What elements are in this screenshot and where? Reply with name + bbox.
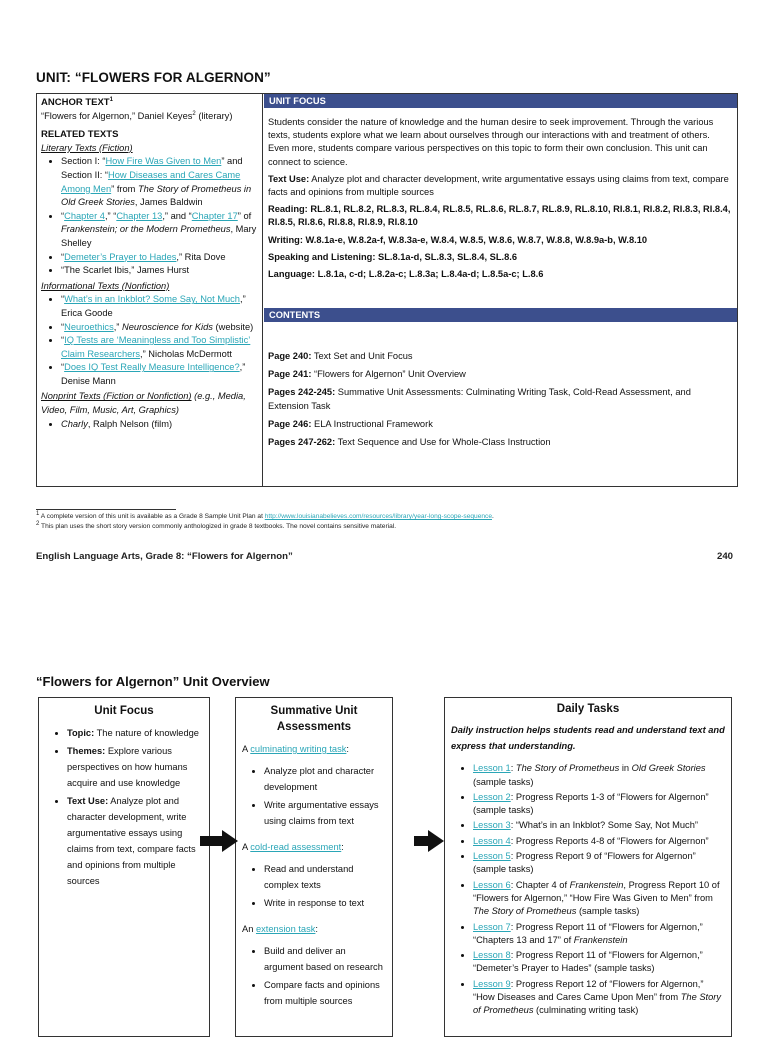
contents-item: Pages 247-262: Text Sequence and Use for Whole-Class Instruction [268, 437, 551, 448]
lesson-item: • Lesson 2: Progress Reports 1-3 of “Flowers for Algernon” (sample tasks) [473, 791, 725, 818]
culminating-task-list [242, 763, 386, 829]
link-lesson-8[interactable]: Lesson 8 [473, 950, 511, 961]
unit-focus-column [264, 94, 737, 486]
unit-focus-text: Students consider the nature of knowledge and the human desire to seek improvement. Through the various texts, students explore what we learn about ourselves through our interactions with and treatment of others. Even more, students compare various perspectives on this topic to form their own conclusion. This unit can connect to science. [268, 117, 714, 167]
footnotes [36, 512, 494, 532]
list-item: • Text Use: Analyze plot and character development, write argumentative essays using claims from text, compare facts and opinions from multiple sources [67, 793, 203, 889]
lesson-item: • Lesson 8: Progress Report 11 of “Flowers for Algernon,” “Demeter’s Prayer to Hades” (sample tasks) [473, 949, 725, 976]
link-lesson-3[interactable]: Lesson 3 [473, 820, 511, 831]
related-texts-heading: RELATED TEXTS [41, 129, 119, 141]
unit-title: UNIT: “FLOWERS FOR ALGERNON” [36, 70, 271, 85]
list-item: • Read and understand complex texts [264, 861, 386, 893]
extension-task-label: An extension task: [242, 924, 318, 934]
link-lesson-9[interactable]: Lesson 9 [473, 978, 511, 989]
lessons-list [451, 762, 725, 1017]
lesson-item: • Lesson 3: “What’s in an Inkblot? Some Say, Not Much” [473, 819, 725, 832]
unit-focus-list [45, 725, 203, 889]
text-set-column [37, 94, 263, 486]
lesson-item: • Lesson 5: Progress Report 9 of “Flowers for Algernon” (sample tasks) [473, 850, 725, 877]
list-item: • Compare facts and opinions from multiple sources [264, 977, 386, 1009]
link-demeters-prayer[interactable]: Demeter’s Prayer to Hades [64, 251, 177, 262]
footnote-1: $^1$ A complete version of this unit is available as a Grade 8 Sample Unit Plan at http://www.louisianabelieves.com/resources/library/year-long-scope-sequence. [36, 510, 494, 520]
list-item: • Section I: “How Fire Was Given to Men” and Section II: “How Diseases and Cares Came Among Men” from The Story of Prometheus in Old Greek Stories, James Baldwin [61, 155, 258, 209]
writing-standards: Writing: W.8.1a-e, W.8.2a-f, W.8.3a-e, W.8.4, W.8.5, W.8.6, W.8.7, W.8.8, W.8.9a-b, W.8.10 [268, 234, 648, 245]
lesson-item: • Lesson 6: Chapter 4 of Frankenstein, Progress Report 10 of “Flowers for Algernon,” “How Fire Was Given to Men” from The Story of Prometheus (sample tasks) [473, 879, 725, 919]
lesson-item: • Lesson 9: Progress Report 12 of “Flowers for Algernon,” “How Diseases and Cares Came Upon Men” from The Story of Prometheus (culminating writing task) [473, 978, 725, 1018]
summative-box-title: Summative Unit Assessments [270, 705, 358, 733]
text-use-line: Text Use: Analyze plot and character development, write argumentative essays using claims from text, compare facts and opinions from multiple sources [268, 173, 729, 198]
language-standards: Language: L.8.1a, c-d; L.8.2a-c; L.8.3a; L.8.4a-d; L.8.5a-c; L.8.6 [268, 269, 544, 280]
list-item: • Topic: The nature of knowledge [67, 725, 203, 741]
link-how-fire[interactable]: How Fire Was Given to Men [105, 156, 222, 167]
unit-focus-box-title: Unit Focus [94, 705, 154, 717]
anchor-text-value: “Flowers for Algernon,” Daniel Keyes$^2$ (literary) [41, 110, 233, 121]
literary-texts-list [41, 155, 258, 277]
daily-tasks-box [444, 697, 732, 1037]
link-iq-tests[interactable]: IQ Tests are ‘Meaningless and Too Simplistic’ Claim Researchers [61, 335, 251, 359]
link-lesson-4[interactable]: Lesson 4 [473, 835, 511, 846]
extension-task-list [242, 943, 386, 1009]
list-item: • “Chapter 4,” “Chapter 13,” and “Chapter 17” of Frankenstein; or the Modern Prometheus, Mary Shelley [61, 210, 258, 251]
list-item: • “What’s in an Inkblot? Some Say, Not Much,” Erica Goode [61, 293, 258, 320]
link-lesson-7[interactable]: Lesson 7 [473, 921, 511, 932]
link-lesson-5[interactable]: Lesson 5 [473, 851, 511, 862]
nonprint-texts-label: Nonprint Texts (Fiction or Nonfiction) (e.g., Media, Video, Film, Music, Art, Graphics) [41, 391, 246, 416]
link-extension-task[interactable]: extension task [255, 924, 316, 934]
nonprint-texts-list [41, 418, 258, 432]
contents-header: CONTENTS [264, 308, 737, 322]
link-how-diseases[interactable]: How Diseases and Cares Came Among Men [61, 169, 241, 194]
link-does-iq-test[interactable]: Does IQ Test Really Measure Intelligence? [64, 362, 240, 373]
page-number: 240 [717, 551, 734, 562]
list-item: • Write in response to text [264, 895, 386, 911]
cold-read-list [242, 861, 386, 911]
anchor-text-heading: ANCHOR TEXT$^1$ [41, 96, 113, 108]
overview-title: “Flowers for Algernon” Unit Overview [36, 674, 270, 689]
contents-item: Page 240: Text Set and Unit Focus [268, 351, 413, 361]
contents-item: Pages 242-245: Summative Unit Assessments: Culminating Writing Task, Cold-Read Assessment, and Extension Task [268, 387, 691, 411]
list-item: • Analyze plot and character development [264, 763, 386, 795]
list-item: • “Neuroethics,” Neuroscience for Kids (website) [61, 321, 258, 335]
list-item: • Build and deliver an argument based on research [264, 943, 386, 975]
list-item: • “Does IQ Test Really Measure Intelligence?,” Denise Mann [61, 361, 258, 388]
cold-read-label: A cold-read assessment: [242, 842, 344, 852]
link-lesson-6[interactable]: Lesson 6 [473, 879, 511, 890]
list-item: • Write argumentative essays using claims from text [264, 797, 386, 829]
informational-texts-label: Informational Texts (Nonfiction) [41, 280, 170, 291]
link-chapter-4[interactable]: Chapter 4 [64, 210, 105, 221]
literary-texts-label: Literary Texts (Fiction) [41, 142, 133, 153]
unit-table [36, 93, 738, 487]
list-item: • Themes: Explore various perspectives on how humans acquire and use knowledge [67, 743, 203, 791]
contents-item: Page 241: “Flowers for Algernon” Unit Overview [268, 369, 466, 380]
daily-tasks-title: Daily Tasks [556, 703, 620, 715]
link-lesson-1[interactable]: Lesson 1 [473, 763, 511, 774]
lesson-item: • Lesson 4: Progress Reports 4-8 of “Flowers for Algernon” [473, 835, 725, 848]
unit-focus-box [38, 697, 210, 1037]
daily-tasks-intro: Daily instruction helps students read and understand text and express that understanding. [451, 725, 725, 752]
link-louisiana-believes[interactable]: http://www.louisianabelieves.com/resources/library/year-long-scope-sequence [264, 513, 492, 520]
link-chapter-17[interactable]: Chapter 17 [191, 210, 238, 221]
lesson-item: • Lesson 7: Progress Report 11 of “Flowers for Algernon,” “Chapters 13 and 17” of Frankenstein [473, 921, 725, 948]
list-item: • “The Scarlet Ibis,” James Hurst [61, 264, 258, 278]
contents-item: Page 246: ELA Instructional Framework [268, 418, 433, 429]
list-item: • “Demeter’s Prayer to Hades,” Rita Dove [61, 251, 258, 265]
footnote-divider [36, 509, 176, 510]
link-culminating-writing-task[interactable]: culminating writing task [250, 744, 347, 754]
reading-standards: Reading: RL.8.1, RL.8.2, RL.8.3, RL.8.4, RL.8.5, RL.8.6, RL.8.7, RL.8.9, RL.8.10, RI.8.1, RI.8.2, RI.8.3, RI.8.4, RI.8.5, RI.8.6, RI.8.8, RI.8.9, RI.8.10 [268, 204, 731, 228]
summative-assessments-box [235, 697, 393, 1037]
unit-focus-body [268, 116, 733, 285]
footnote-2: $^2$ This plan uses the short story version commonly anthologized in grade 8 textbooks. The novel contains sensitive material. [36, 520, 397, 530]
unit-focus-header: UNIT FOCUS [264, 94, 737, 108]
list-item: • “IQ Tests are ‘Meaningless and Too Simplistic’ Claim Researchers,” Nicholas McDermott [61, 334, 258, 361]
link-neuroethics[interactable]: Neuroethics [64, 321, 114, 332]
link-inkblot[interactable]: What’s in an Inkblot? Some Say, Not Much [64, 294, 240, 305]
link-cold-read-assessment[interactable]: cold-read assessment [250, 842, 342, 852]
contents-list [268, 350, 733, 454]
list-item: • Charly, Ralph Nelson (film) [61, 418, 258, 432]
speaking-standards: Speaking and Listening: SL.8.1a-d, SL.8.3, SL.8.4, SL.8.6 [268, 251, 518, 262]
lesson-item: • Lesson 1: The Story of Prometheus in Old Greek Stories (sample tasks) [473, 762, 725, 789]
link-chapter-13[interactable]: Chapter 13 [116, 210, 163, 221]
informational-texts-list [41, 293, 258, 388]
page-footer-title: English Language Arts, Grade 8: “Flowers for Algernon” [36, 551, 293, 562]
link-lesson-2[interactable]: Lesson 2 [473, 791, 511, 802]
culminating-task-label: A culminating writing task: [242, 744, 349, 754]
